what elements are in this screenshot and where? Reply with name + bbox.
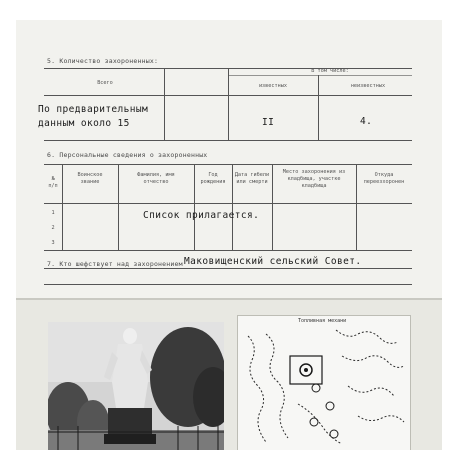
section6-header-fullname: Фамилия, имя отчество [137,172,175,185]
burial-site-map [238,316,410,450]
unknown-count-value: 4. [360,116,373,127]
section5-header-total: Всего [97,80,113,86]
patron-value: Маковищенский сельский Совет. [184,256,362,267]
section5-header-known: известных [258,83,288,89]
known-count-value: II [262,117,275,128]
section5-subheader-line [228,75,412,76]
section7-extra-line [44,284,412,285]
section6-row-number: 3 [51,240,55,246]
section6-row-number: 2 [51,225,55,231]
section5-header-unknown: неизвестных [350,83,386,89]
section5-table-bottom-border [44,140,412,141]
section6-header-death-date: Дата гибели или смерти [234,172,270,185]
section6-table-bottom-border [44,250,412,251]
section7-underline [44,268,412,269]
section5-col-divider [318,75,319,140]
map-title: Топливная механи [298,318,347,324]
section5-title: 5. Количество захороненных: [47,57,159,65]
section6-row-number: 1 [51,210,55,216]
section5-col-divider [228,68,229,140]
memorial-photo-image [48,322,224,450]
section6-header-rank: Воинское звание [77,172,103,185]
section5-row-label-line1: По предварительным [38,104,149,115]
section6-header-number: № п/п [48,176,58,189]
map-drawing [238,316,410,450]
section6-header-reburied-from: Откуда переезхоронен [363,172,405,185]
section6-header-birth-year: Год рождения [200,172,226,185]
list-attached-note: Список прилагается. [143,210,260,221]
section5-header-including: В том числе: [311,68,349,74]
section6-header-burial-place: Место захоронения из кладбища, участке кладбища [282,169,346,189]
section6-title: 6. Персональные сведения о захороненных [47,151,208,159]
section5-col-divider [164,68,165,140]
memorial-photo [48,322,224,450]
section7-title: 7. Кто шефствует над захоронением [47,260,183,268]
section5-row-label-line2: данным около 15 [38,118,130,129]
